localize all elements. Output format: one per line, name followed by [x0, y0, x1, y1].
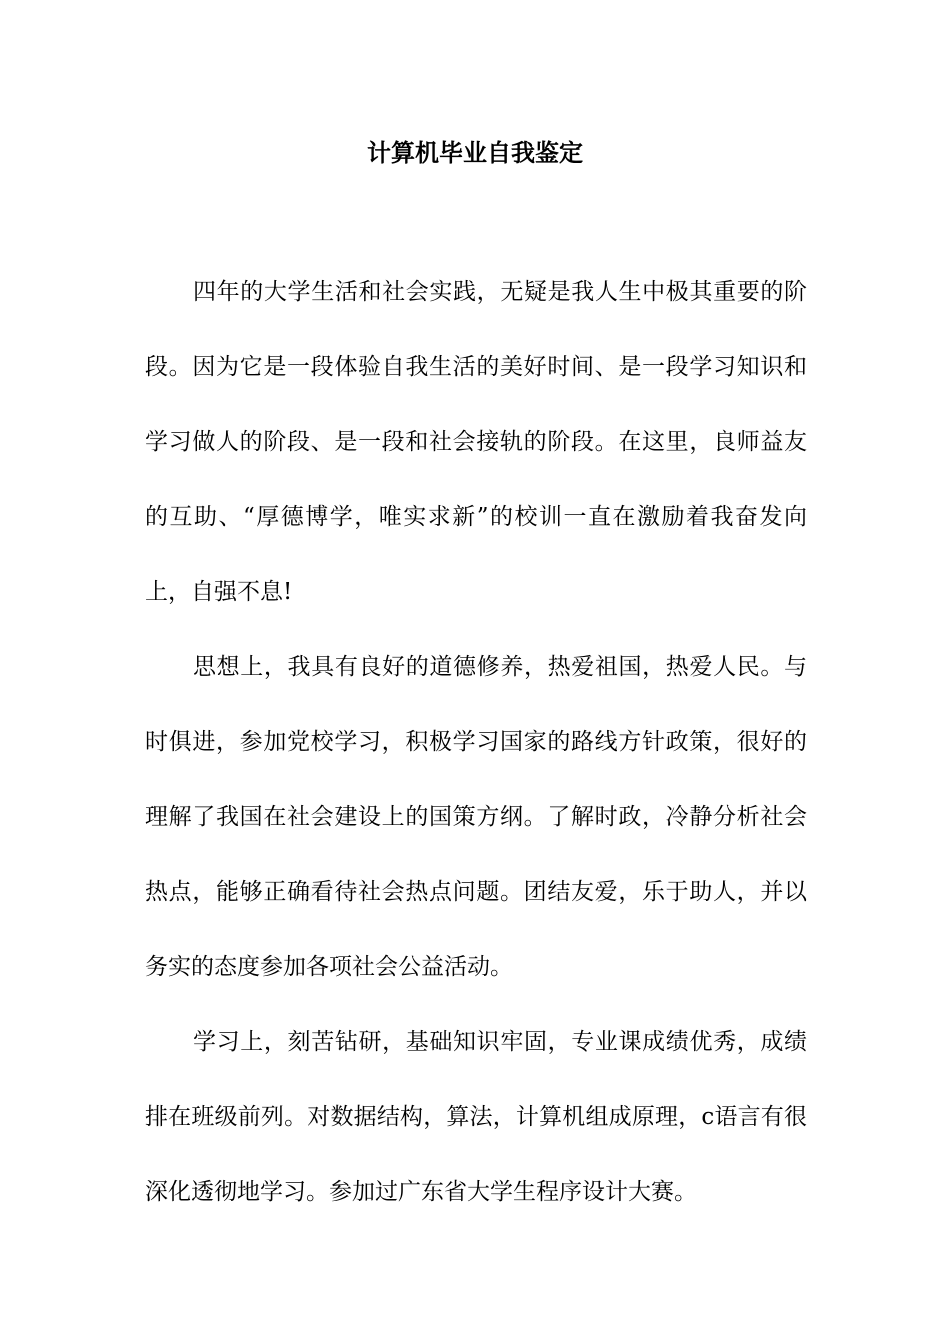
paragraph-study: 学习上，刻苦钻研，基础知识牢固，专业课成绩优秀，成绩排在班级前列。对数据结构，算法，计算机组成原理，c语言有很深化透彻地学习。参加过广东省大学生程序设计大赛。	[145, 1029, 807, 1205]
document-body	[145, 255, 807, 1230]
paragraph-intro: 四年的大学生活和社会实践，无疑是我人生中极其重要的阶段。因为它是一段体验自我生活的美好时间、是一段学习知识和学习做人的阶段、是一段和社会接轨的阶段。在这里，良师益友的互助、“厚德博学，唯实求新”的校训一直在激励着我奋发向上，自强不息!	[145, 279, 807, 605]
document-title: 计算机毕业自我鉴定	[367, 138, 583, 167]
paragraph-ideology: 思想上，我具有良好的道德修养，热爱祖国，热爱人民。与时俱进，参加党校学习，积极学习国家的路线方针政策，很好的理解了我国在社会建设上的国策方纲。了解时政，冷静分析社会热点，能够正确看待社会热点问题。团结友爱，乐于助人，并以务实的态度参加各项社会公益活动。	[145, 654, 807, 980]
